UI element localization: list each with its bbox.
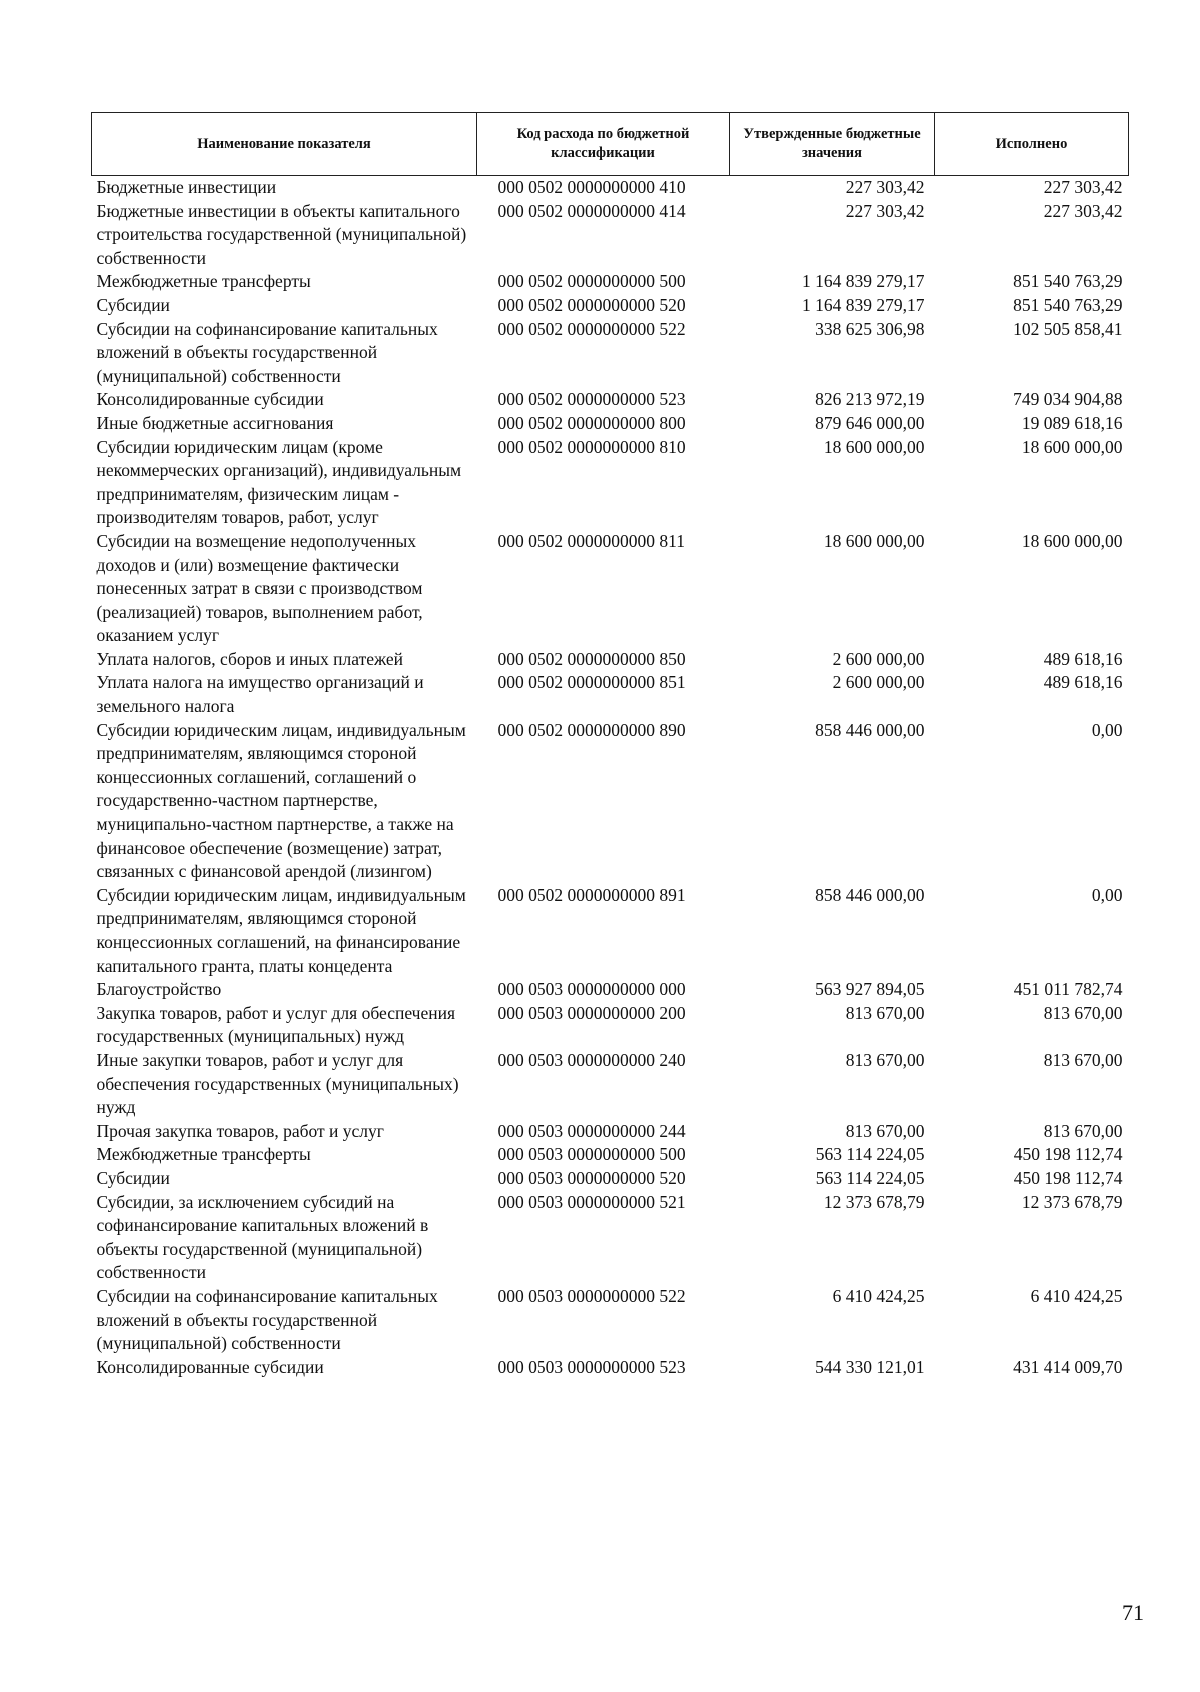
row-approved: 227 303,42 xyxy=(845,177,925,197)
row-code: 000 0503 0000000000 000 xyxy=(497,979,686,1000)
row-approved: 2 600 000,00 xyxy=(832,672,925,693)
row-code: 000 0503 0000000000 522 xyxy=(497,1285,686,1306)
row-name: Уплата налога на имущество организаций и земельного налога xyxy=(96,672,424,717)
row-executed: 489 618,16 xyxy=(1043,672,1123,693)
row-executed: 451 011 782,74 xyxy=(1013,979,1123,1000)
table-header xyxy=(92,113,1129,176)
table-row xyxy=(92,294,1129,318)
row-code: 000 0502 0000000000 891 xyxy=(497,884,686,905)
table-row xyxy=(92,978,1129,1002)
row-name: Субсидии юридическим лицам, индивидуальным предпринимателям, являющимся стороной концессионных соглашений, соглашений о государственно-частном партнерстве, муниципально-частном партнерстве, а также на финансовое обеспечение (возмещение) затрат, связанных с финансовой арендой (лизингом) xyxy=(96,719,466,882)
row-approved: 813 670,00 xyxy=(845,1120,925,1141)
table-row xyxy=(92,436,1129,530)
header-row xyxy=(92,113,1129,176)
table-row xyxy=(92,1167,1129,1191)
row-name: Прочая закупка товаров, работ и услуг xyxy=(96,1120,384,1141)
row-name: Консолидированные субсидии xyxy=(96,1356,324,1377)
row-executed: 749 034 904,88 xyxy=(1013,389,1123,410)
row-code: 000 0502 0000000000 850 xyxy=(497,648,686,669)
row-executed: 851 540 763,29 xyxy=(1013,294,1123,315)
row-approved: 879 646 000,00 xyxy=(815,412,925,433)
row-executed: 813 670,00 xyxy=(1043,1120,1123,1141)
row-name: Субсидии на возмещение недополученных доходов и (или) возмещение фактически понесенных затрат в связи с производством (реализацией) товаров, выполнением работ, оказанием услуг xyxy=(96,530,423,646)
row-name: Консолидированные субсидии xyxy=(96,389,324,410)
table-row xyxy=(92,1285,1129,1356)
row-executed: 227 303,42 xyxy=(1043,177,1123,197)
row-code: 000 0503 0000000000 200 xyxy=(497,1002,686,1023)
row-name: Субсидии юридическим лицам, индивидуальным предпринимателям, являющимся стороной концессионных соглашений, на финансирование капитального гранта, платы концедента xyxy=(96,884,466,976)
row-name: Субсидии xyxy=(96,294,170,315)
row-code: 000 0503 0000000000 520 xyxy=(497,1167,686,1188)
table-row xyxy=(92,412,1129,436)
table-row xyxy=(92,1143,1129,1167)
row-executed: 102 505 858,41 xyxy=(1013,318,1123,339)
row-approved: 12 373 678,79 xyxy=(823,1191,925,1212)
row-approved: 858 446 000,00 xyxy=(815,719,925,740)
row-code: 000 0503 0000000000 523 xyxy=(497,1356,686,1377)
row-name: Субсидии, за исключением субсидий на софинансирование капитальных вложений в объекты государственной (муниципальной) собственности xyxy=(96,1191,429,1283)
row-code: 000 0503 0000000000 521 xyxy=(497,1191,686,1212)
row-name: Иные бюджетные ассигнования xyxy=(96,412,334,433)
row-code: 000 0502 0000000000 500 xyxy=(497,271,686,292)
row-executed: 227 303,42 xyxy=(1043,200,1123,221)
row-approved: 2 600 000,00 xyxy=(832,648,925,669)
row-executed: 851 540 763,29 xyxy=(1013,271,1123,292)
row-executed: 19 089 618,16 xyxy=(1021,412,1123,433)
row-executed: 450 198 112,74 xyxy=(1013,1167,1123,1188)
budget-execution-table xyxy=(91,112,1129,1379)
row-name: Субсидии юридическим лицам (кроме некоммерческих организаций), индивидуальным предпринимателям, физическим лицам - производителям товаров, работ, услуг xyxy=(96,436,462,528)
row-code: 000 0502 0000000000 800 xyxy=(497,412,686,433)
row-code: 000 0503 0000000000 500 xyxy=(497,1144,686,1165)
table-row xyxy=(92,1356,1129,1380)
row-name: Благоустройство xyxy=(96,979,222,1000)
row-executed: 0,00 xyxy=(1091,719,1123,740)
row-code: 000 0503 0000000000 244 xyxy=(497,1120,686,1141)
header-code: Код расхода по бюджетной классификации xyxy=(477,113,730,176)
table-row xyxy=(92,318,1129,389)
row-approved: 563 114 224,05 xyxy=(815,1144,925,1165)
row-code: 000 0502 0000000000 520 xyxy=(497,294,686,315)
page-number: 71 xyxy=(1122,1600,1144,1625)
table-row xyxy=(92,719,1129,884)
row-code: 000 0503 0000000000 240 xyxy=(497,1049,686,1070)
table-row xyxy=(92,1120,1129,1144)
row-approved: 1 164 839 279,17 xyxy=(802,271,925,292)
row-executed: 6 410 424,25 xyxy=(1030,1285,1123,1306)
row-approved: 563 927 894,05 xyxy=(815,979,925,1000)
row-name: Закупка товаров, работ и услуг для обеспечения государственных (муниципальных) нужд xyxy=(96,1002,456,1047)
row-approved: 813 670,00 xyxy=(845,1002,925,1023)
row-code: 000 0502 0000000000 410 xyxy=(497,177,686,197)
row-name: Иные закупки товаров, работ и услуг для обеспечения государственных (муниципальных) нужд xyxy=(96,1049,459,1118)
row-executed: 0,00 xyxy=(1091,884,1123,905)
row-executed: 18 600 000,00 xyxy=(1021,530,1123,551)
row-approved: 1 164 839 279,17 xyxy=(802,294,925,315)
header-executed: Исполнено xyxy=(935,113,1129,176)
row-approved: 544 330 121,01 xyxy=(815,1356,925,1377)
row-name: Межбюджетные трансферты xyxy=(96,1144,311,1165)
row-code: 000 0502 0000000000 523 xyxy=(497,389,686,410)
row-code: 000 0502 0000000000 890 xyxy=(497,719,686,740)
row-approved: 826 213 972,19 xyxy=(815,389,925,410)
table-row xyxy=(92,1049,1129,1120)
row-approved: 858 446 000,00 xyxy=(815,884,925,905)
row-approved: 338 625 306,98 xyxy=(815,318,925,339)
row-name: Бюджетные инвестиции xyxy=(96,177,277,197)
row-code: 000 0502 0000000000 810 xyxy=(497,436,686,457)
table-row xyxy=(92,200,1129,271)
row-approved: 813 670,00 xyxy=(845,1049,925,1070)
table-row xyxy=(92,1191,1129,1285)
table-row xyxy=(92,671,1129,718)
row-executed: 813 670,00 xyxy=(1043,1002,1123,1023)
header-name: Наименование показателя xyxy=(92,113,477,176)
row-code: 000 0502 0000000000 414 xyxy=(497,200,686,221)
row-approved: 18 600 000,00 xyxy=(823,436,925,457)
row-name: Уплата налогов, сборов и иных платежей xyxy=(96,648,403,669)
row-executed: 450 198 112,74 xyxy=(1013,1144,1123,1165)
table-body xyxy=(92,176,1129,1380)
row-name: Субсидии xyxy=(96,1167,170,1188)
table-row xyxy=(92,270,1129,294)
table-row xyxy=(92,884,1129,978)
row-code: 000 0502 0000000000 851 xyxy=(497,672,686,693)
table-row xyxy=(92,176,1129,200)
row-name: Бюджетные инвестиции в объекты капитального строительства государственной (муниципальной) собственности xyxy=(96,200,467,268)
table-row xyxy=(92,1002,1129,1049)
row-name: Межбюджетные трансферты xyxy=(96,271,311,292)
row-name: Субсидии на софинансирование капитальных вложений в объекты государственной (муниципальной) собственности xyxy=(96,1285,438,1354)
table-row xyxy=(92,648,1129,672)
row-executed: 489 618,16 xyxy=(1043,648,1123,669)
header-approved: Утвержденные бюджетные значения xyxy=(730,113,935,176)
row-approved: 18 600 000,00 xyxy=(823,530,925,551)
row-approved: 227 303,42 xyxy=(845,200,925,221)
row-code: 000 0502 0000000000 811 xyxy=(497,530,685,551)
row-executed: 18 600 000,00 xyxy=(1021,436,1123,457)
row-code: 000 0502 0000000000 522 xyxy=(497,318,686,339)
row-executed: 813 670,00 xyxy=(1043,1049,1123,1070)
row-name: Субсидии на софинансирование капитальных вложений в объекты государственной (муниципальной) собственности xyxy=(96,318,438,386)
table-row xyxy=(92,530,1129,648)
table-row xyxy=(92,388,1129,412)
row-executed: 12 373 678,79 xyxy=(1021,1191,1123,1212)
row-approved: 563 114 224,05 xyxy=(815,1167,925,1188)
row-executed: 431 414 009,70 xyxy=(1013,1356,1123,1377)
row-approved: 6 410 424,25 xyxy=(832,1285,925,1306)
